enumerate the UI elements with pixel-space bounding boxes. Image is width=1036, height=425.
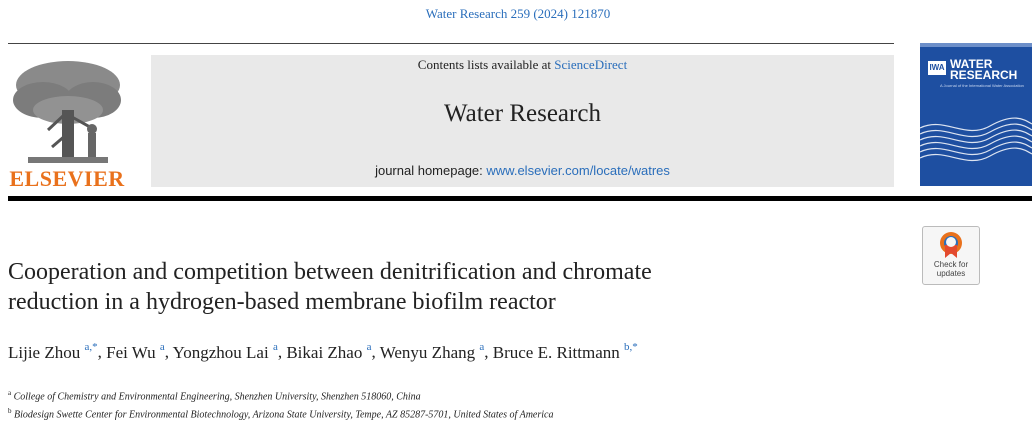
author-affil-sup: a: [479, 341, 485, 353]
article-title-line1: Cooperation and competition between denitrification and chromate: [8, 259, 652, 285]
affil-label: a: [8, 389, 12, 397]
author-affil-sup: a: [159, 341, 165, 353]
author-5[interactable]: [380, 343, 485, 362]
author-2[interactable]: [106, 343, 165, 362]
affil-label: b: [8, 407, 12, 416]
author-1[interactable]: [8, 343, 98, 362]
corresponding-star: *: [632, 341, 638, 353]
author-affil-sup: a,: [84, 341, 93, 353]
bookmark-icon: [939, 231, 963, 259]
homepage-prefix: journal homepage:: [375, 163, 487, 178]
author-affil-sup: a: [272, 341, 278, 353]
journal-cover-image[interactable]: [920, 43, 1032, 186]
author-name: Wenyu Zhang: [379, 342, 476, 362]
author-list: Lijie Zhou $^{a,*}$, Fei Wu $^a$, Yongzhou Lai $^a$, Bikai Zhao $^a$, Wenyu Zhang $^a$, Bruce E. Rittmann $^{b,*}$: [8, 341, 638, 362]
article-title: [8, 257, 888, 317]
homepage-link[interactable]: www.elsevier.com/locate/watres: [486, 163, 670, 178]
top-divider: [8, 43, 894, 44]
check-for-updates-label: [923, 260, 979, 278]
sciencedirect-link[interactable]: ScienceDirect: [554, 57, 628, 72]
journal-header-box: [151, 55, 894, 187]
cover-title: [950, 59, 1017, 81]
corresponding-star: *: [92, 341, 98, 353]
affiliation-a: [8, 386, 1028, 404]
author-name: Lijie Zhou: [8, 342, 81, 362]
affiliation-b: [8, 404, 1028, 422]
cover-stripe: [920, 43, 1032, 47]
elsevier-wordmark: ELSEVIER: [9, 166, 125, 191]
journal-citation[interactable]: Water Research 259 (2024) 121870: [425, 6, 611, 21]
affiliations: [8, 386, 1028, 423]
cover-wave-graphic: [920, 98, 1032, 186]
iwa-logo: IWA: [928, 61, 946, 75]
author-name: Yongzhou Lai: [172, 342, 269, 362]
header-bottom-rule: [8, 196, 1032, 201]
check-line1: Check for: [933, 260, 969, 269]
cover-subtitle: A Journal of the International Water Association: [940, 83, 1024, 88]
check-line2: updates: [936, 269, 966, 278]
contents-prefix: Contents lists available at: [417, 57, 555, 72]
author-affil-sup: a: [366, 341, 372, 353]
cover-title-line1: WATER: [950, 57, 993, 71]
journal-title: Water Research: [444, 100, 601, 127]
author-affil-sup: b,: [624, 341, 633, 353]
author-3[interactable]: [173, 343, 278, 362]
affil-text: Biodesign Swette Center for Environmental Biotechnology, Arizona State University, Tempe, AZ 85287-5701, United States of America: [14, 409, 554, 421]
author-name: Bruce E. Rittmann: [492, 342, 620, 362]
homepage-line: [151, 163, 894, 178]
author-name: Bikai Zhao: [286, 342, 363, 362]
author-4[interactable]: [286, 343, 371, 362]
cover-title-line2: RESEARCH: [950, 68, 1018, 82]
author-name: Fei Wu: [106, 342, 156, 362]
check-for-updates-button[interactable]: [922, 226, 980, 285]
article-title-line2: reduction in a hydrogen-based membrane biofilm reactor: [8, 289, 556, 315]
affil-text: College of Chemistry and Environmental Engineering, Shenzhen University, Shenzhen 518060, China: [13, 391, 421, 403]
author-6[interactable]: [493, 343, 638, 362]
contents-line: [151, 57, 894, 73]
